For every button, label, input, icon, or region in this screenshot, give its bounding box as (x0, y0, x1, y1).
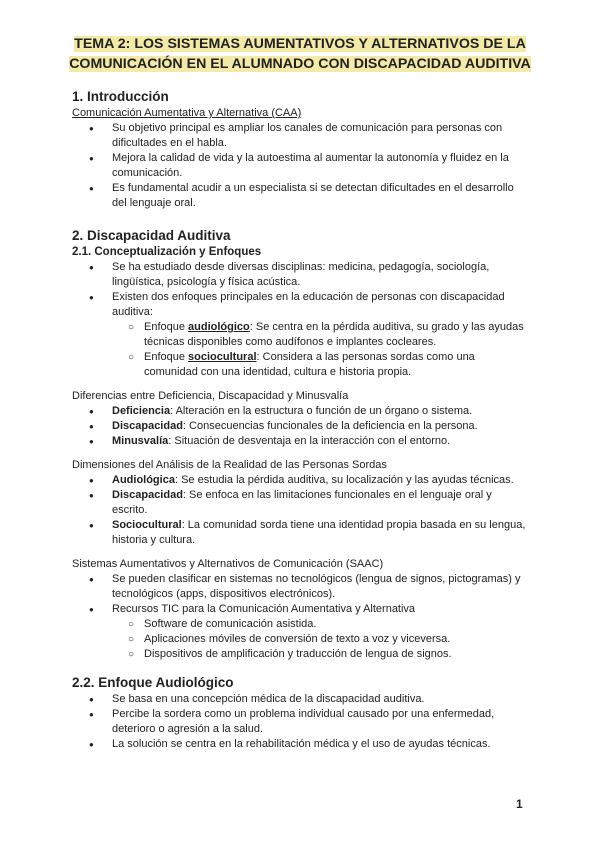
definition: : Alteración en la estructura o función de un órgano o sistema. (170, 405, 473, 417)
title-line-1: TEMA 2: LOS SISTEMAS AUMENTATIVOS Y ALTERNATIVOS DE LA (74, 36, 526, 52)
list-item (72, 488, 528, 518)
enfoque-audiologico (72, 320, 528, 350)
enfoque-sociocultural (72, 350, 528, 380)
list-item-text: Recursos TIC para la Comunicación Aumentativa y Alternativa (112, 603, 416, 615)
page-number: 1 (516, 797, 523, 811)
list-item: ○ Software de comunicación asistida. (72, 617, 528, 632)
definition: : Consecuencias funcionales de la deficiencia en la persona. (182, 420, 478, 432)
list-item: ○ Dispositivos de amplificación y traducción de lengua de signos. (72, 647, 528, 662)
term-sociocultural: sociocultural (188, 351, 257, 363)
conceptualizacion-list (72, 260, 528, 380)
definition: : Se estudia la pérdida auditiva, su localización y las ayudas técnicas. (174, 474, 514, 486)
heading-enfoque-audiologico: 2.2. Enfoque Audiológico (72, 675, 234, 690)
term: Deficiencia (112, 405, 171, 417)
list-item: ● Su objetivo principal es ampliar los canales de comunicación para personas con dificultades en el habla. (72, 121, 528, 151)
term: Minusvalía (112, 435, 169, 447)
list-item (72, 290, 528, 380)
definition: : La comunidad sorda tiene una identidad propia basada en su lengua, historia y cultura. (112, 519, 526, 546)
enfoque-prefix: Enfoque (144, 321, 189, 333)
diferencias-list (72, 404, 528, 449)
heading-discapacidad-auditiva: 2. Discapacidad Auditiva (72, 228, 231, 243)
dimensiones-list (72, 473, 528, 548)
list-item: ● Se basa en una concepción médica de la discapacidad auditiva. (72, 692, 528, 707)
list-item (72, 518, 528, 548)
list-item: ○ Aplicaciones móviles de conversión de texto a voz y viceversa. (72, 632, 528, 647)
definition: : Se enfoca en las limitaciones funcionales en el lenguaje oral y escrito. (112, 489, 492, 516)
diferencias-title: Diferencias entre Deficiencia, Discapacidad y Minusvalía (72, 390, 349, 402)
list-item (72, 434, 528, 449)
enfoque-text: : Se centra en la pérdida auditiva, su grado y las ayudas técnicas disponibles como audífonos e implantes cocleares. (144, 321, 524, 348)
list-item-text: Existen dos enfoques principales en la educación de personas con discapacidad auditiva: (112, 291, 505, 318)
term: Audiológica (112, 474, 175, 486)
definition: : Situación de desventaja en la interacción con el entorno. (168, 435, 451, 447)
heading-conceptualizacion: 2.1. Conceptualización y Enfoques (72, 246, 262, 258)
list-item: ● Es fundamental acudir a un especialista si se detectan dificultades en el desarrollo del lenguaje oral. (72, 181, 528, 211)
document-title (62, 34, 538, 74)
saac-list (72, 572, 528, 662)
saac-title: Sistemas Aumentativos y Alternativos de Comunicación (SAAC) (72, 558, 384, 570)
enfoque-text: : Considera a las personas sordas como una comunidad con una identidad, cultura e historia propia. (144, 351, 475, 378)
list-item: ● Mejora la calidad de vida y la autoestima al aumentar la autonomía y fluidez en la comunicación. (72, 151, 528, 181)
title-line-2: COMUNICACIÓN EN EL ALUMNADO CON DISCAPACIDAD AUDITIVA (69, 56, 531, 72)
list-item (72, 473, 528, 488)
term: Discapacidad (112, 420, 183, 432)
list-item: ● Se ha estudiado desde diversas disciplinas: medicina, pedagogía, sociología, lingüística, psicología y física acústica. (72, 260, 528, 290)
term: Sociocultural (112, 519, 182, 531)
list-item: ● Se pueden clasificar en sistemas no tecnológicos (lengua de signos, pictogramas) y tecnológicos (apps, dispositivos electrónicos). (72, 572, 528, 602)
heading-introduccion: 1. Introducción (72, 89, 169, 104)
audiologico-list (72, 692, 528, 752)
dimensiones-title: Dimensiones del Análisis de la Realidad de las Personas Sordas (72, 459, 387, 471)
list-item: ● La solución se centra en la rehabilitación médica y el uso de ayudas técnicas. (72, 737, 528, 752)
document-page (69, 34, 531, 752)
list-item (72, 602, 528, 662)
list-item (72, 404, 528, 419)
term-audiologico: audiológico (188, 321, 250, 333)
tic-list (72, 617, 528, 662)
enfoques-list (72, 320, 528, 380)
caa-list (72, 121, 528, 211)
list-item: ● Percibe la sordera como un problema individual causado por una enfermedad, deterioro o agresión a la salud. (72, 707, 528, 737)
enfoque-prefix: Enfoque (144, 351, 189, 363)
subheading-caa: Comunicación Aumentativa y Alternativa (CAA) (72, 107, 302, 119)
term: Discapacidad (112, 489, 183, 501)
list-item (72, 419, 528, 434)
